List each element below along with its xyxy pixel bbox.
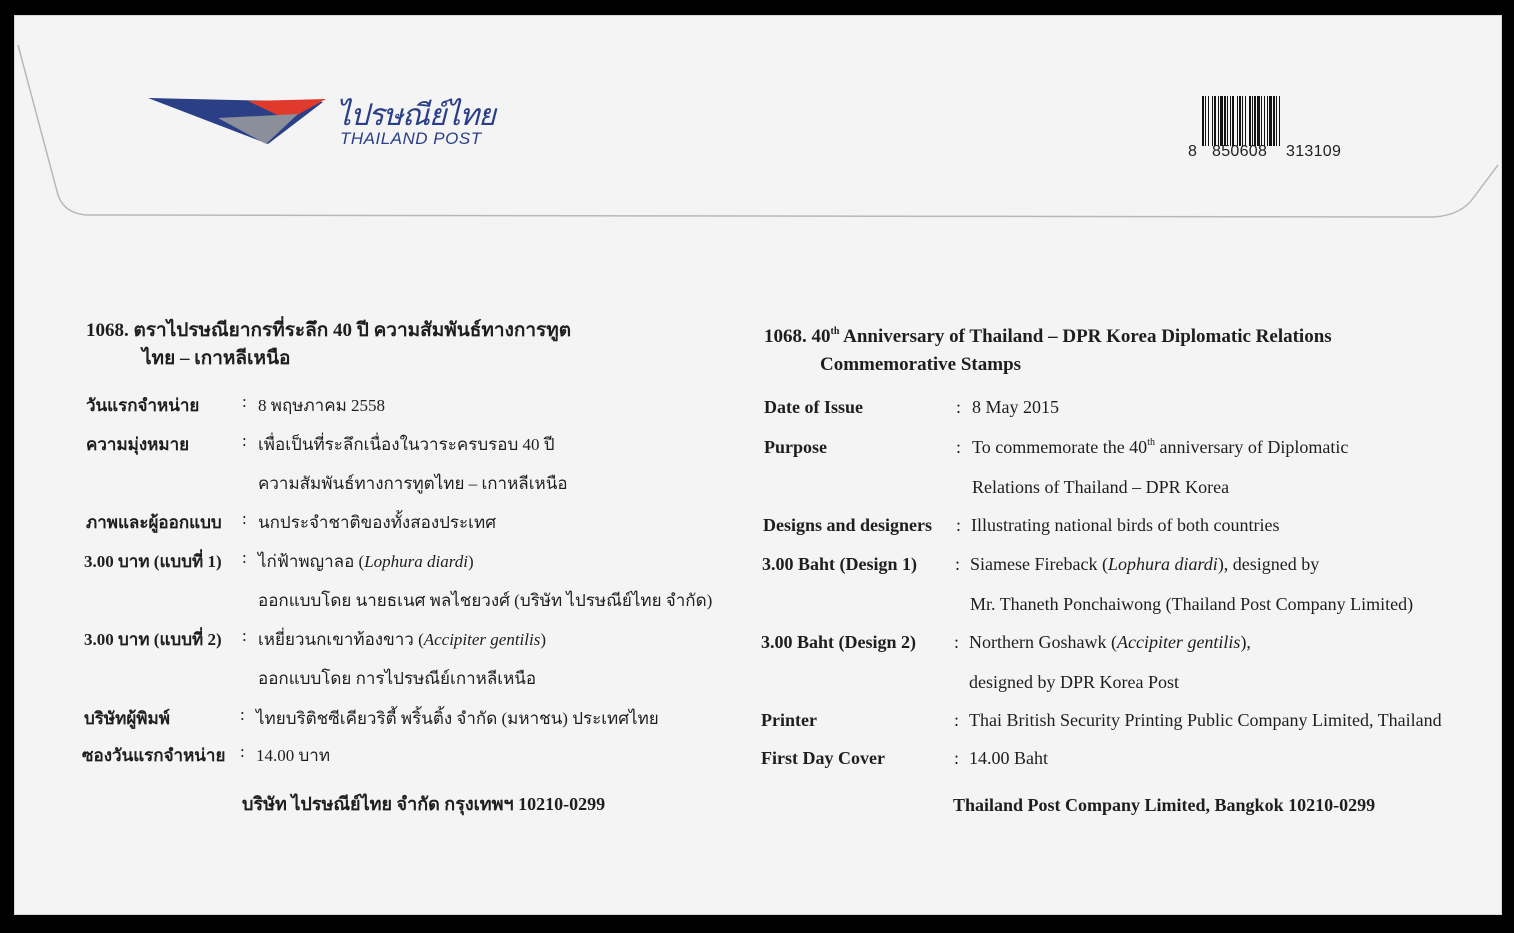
english-value-date: 8 May 2015	[972, 397, 1059, 417]
english-bird-1-rest: ), designed by	[1217, 554, 1320, 574]
english-value-design-2	[969, 632, 1251, 653]
english-label-design-2: 3.00 Baht (Design 2)	[761, 632, 917, 652]
english-title-sup: th	[830, 326, 840, 337]
english-title-line-2: Commemorative Stamps	[820, 354, 1022, 375]
english-label-designs: Designs and designers	[763, 515, 933, 535]
separator: :	[956, 515, 962, 535]
english-bird-1-name: Siamese Fireback (	[970, 554, 1108, 574]
separator: :	[954, 710, 960, 730]
english-value-design-1	[970, 554, 1319, 575]
barcode	[1188, 96, 1364, 162]
separator: :	[240, 705, 245, 724]
separator: :	[240, 742, 245, 761]
english-footer: Thailand Post Company Limited, Bangkok 10210-0299	[953, 795, 1376, 815]
english-value-designs: Illustrating national birds of both countries	[971, 515, 1280, 535]
english-bird-2-rest: ),	[1240, 632, 1251, 652]
thai-value-printer: ไทยบริติชซีเคียวริตี้ พริ้นติ้ง จำกัด (มหาชน) ประเทศไทย	[256, 709, 659, 728]
thai-bird-2-name: เหยี่ยวนกเขาท้องขาว	[258, 630, 414, 649]
thai-bird-1-latin: Lophura diardi	[364, 552, 468, 571]
english-value-design-2-designer: designed by DPR Korea Post	[969, 672, 1179, 692]
english-value-fdc: 14.00 Baht	[969, 748, 1048, 768]
separator: :	[242, 431, 247, 450]
thai-value-design-1-designer: ออกแบบโดย นายธเนศ พลไชยวงศ์ (บริษัท ไปรษณีย์ไทย จำกัด)	[258, 591, 713, 610]
english-title	[764, 323, 1332, 379]
separator: :	[955, 554, 961, 574]
thai-bird-1-name: ไก่ฟ้าพญาลอ	[258, 552, 355, 571]
thai-label-purpose: ความมุ่งหมาย	[86, 435, 190, 454]
logo-wing-icon	[148, 96, 338, 148]
thai-label-design-2: 3.00 บาท (แบบที่ 2)	[84, 630, 222, 649]
thai-title	[86, 317, 571, 373]
separator: :	[954, 632, 960, 652]
thai-label-date: วันแรกจำหน่าย	[86, 396, 200, 415]
english-bird-1-latin: Lophura diardi	[1107, 554, 1218, 574]
thai-bird-2-latin: Accipiter gentilis	[423, 630, 541, 649]
separator: :	[954, 748, 960, 768]
english-label-fdc: First Day Cover	[761, 748, 885, 768]
thai-title-line-1: 1068. ตราไปรษณียากรที่ระลึก 40 ปี ความสัมพันธ์ทางการทูต	[86, 320, 572, 341]
english-value-purpose-1	[972, 437, 1348, 458]
thai-title-line-2: ไทย – เกาหลีเหนือ	[142, 348, 291, 369]
english-value-purpose-2: Relations of Thailand – DPR Korea	[972, 477, 1230, 497]
english-bird-2-latin: Accipiter gentilis	[1116, 632, 1241, 652]
english-bird-2-name: Northern Goshawk (	[969, 632, 1117, 652]
english-purpose-sup: th	[1147, 437, 1155, 448]
logo-thai-text: ไปรษณีย์ไทย	[336, 98, 495, 133]
thai-label-design-1: 3.00 บาท (แบบที่ 1)	[84, 552, 222, 571]
thai-value-design-2: เหยี่ยวนกเขาท้องขาว (Accipiter gentilis)	[258, 630, 547, 649]
separator: :	[242, 509, 247, 528]
thai-value-date: 8 พฤษภาคม 2558	[258, 396, 386, 415]
barcode-digit-group-1: 850608	[1212, 143, 1268, 160]
separator: :	[242, 392, 247, 411]
english-title-line-1	[764, 326, 1332, 347]
english-label-printer: Printer	[761, 710, 817, 730]
english-label-date: Date of Issue	[764, 397, 863, 417]
thai-value-designs: นกประจำชาติของทั้งสองประเทศ	[258, 513, 496, 532]
barcode-digit-group-2: 313109	[1286, 143, 1342, 160]
english-purpose-a: To commemorate the 40	[972, 437, 1148, 457]
logo-english-text: THAILAND POST	[340, 129, 482, 148]
english-title-number: 1068. 40	[764, 326, 831, 347]
separator: :	[242, 626, 247, 645]
english-value-design-1-designer: Mr. Thaneth Ponchaiwong (Thailand Post Company Limited)	[970, 594, 1414, 614]
separator: :	[242, 548, 247, 567]
thai-footer: บริษัท ไปรษณีย์ไทย จำกัด กรุงเทพฯ 10210-0299	[242, 794, 606, 814]
thai-label-designs: ภาพและผู้ออกแบบ	[86, 513, 222, 532]
thai-value-purpose-2: ความสัมพันธ์ทางการทูตไทย – เกาหลีเหนือ	[258, 474, 568, 493]
english-label-design-1: 3.00 Baht (Design 1)	[762, 554, 918, 574]
separator: :	[956, 397, 962, 417]
thai-value-design-1: ไก่ฟ้าพญาลอ (Lophura diardi)	[258, 552, 474, 571]
english-value-printer: Thai British Security Printing Public Company Limited, Thailand	[969, 710, 1442, 730]
separator: :	[956, 437, 962, 457]
thai-value-fdc: 14.00 บาท	[256, 746, 331, 765]
thai-label-fdc: ซองวันแรกจำหน่าย	[82, 746, 226, 765]
thai-label-printer: บริษัทผู้พิมพ์	[84, 709, 170, 728]
english-title-rest: Anniversary of Thailand – DPR Korea Diplomatic Relations	[839, 326, 1332, 347]
thai-value-purpose-1: เพื่อเป็นที่ระลึกเนื่องในวาระครบรอบ 40 ปี	[258, 435, 555, 454]
english-label-purpose: Purpose	[764, 437, 827, 457]
thailand-post-logo	[148, 96, 508, 156]
barcode-digit-first: 8	[1188, 143, 1198, 160]
thai-value-design-2-designer: ออกแบบโดย การไปรษณีย์เกาหลีเหนือ	[258, 669, 537, 688]
english-purpose-b: anniversary of Diplomatic	[1154, 437, 1349, 457]
